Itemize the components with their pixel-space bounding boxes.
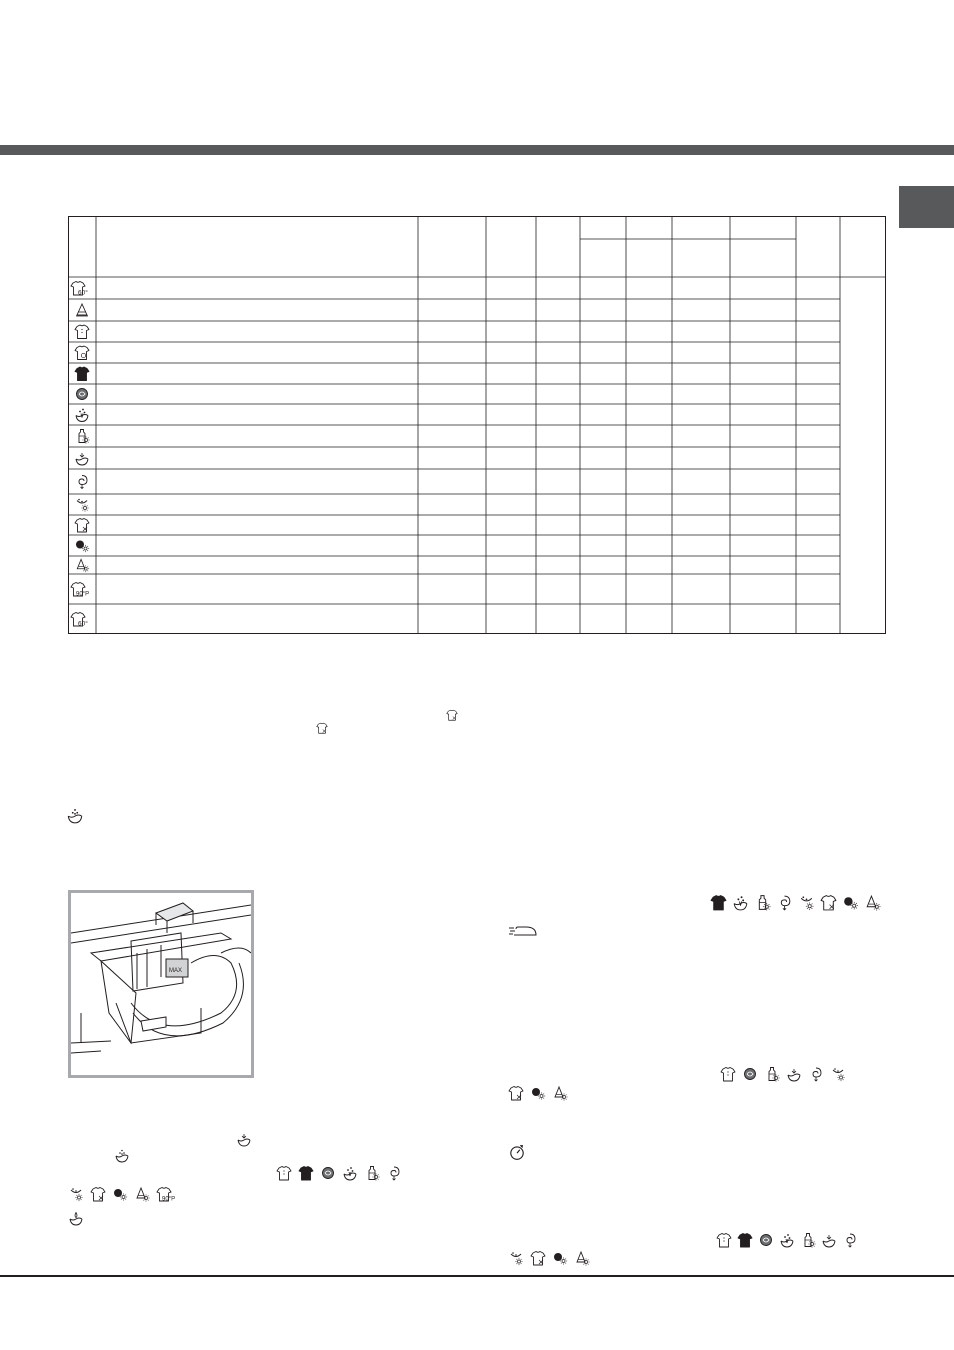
programme-table-grid	[68, 216, 886, 634]
prewash-bowl-icon	[66, 806, 84, 824]
anti-allergy-icon	[779, 1232, 795, 1248]
down-jacket-icon	[742, 1066, 758, 1082]
wool-icon	[76, 304, 88, 316]
dark-shirt-icon	[710, 894, 727, 911]
colour-icon	[552, 1250, 568, 1266]
delicate-icon	[77, 499, 89, 512]
dark-shirt-icon	[737, 1232, 753, 1248]
wool-mix-icon	[552, 1085, 568, 1101]
iron-icon	[508, 922, 540, 938]
anti-allergy-icon	[732, 894, 749, 911]
shirt-icon	[75, 325, 89, 339]
shirt-synthetic-small-icon	[446, 709, 458, 721]
prewash-bowl-icon	[114, 1147, 130, 1163]
spin-icon	[842, 1232, 858, 1248]
detergent-drawer-figure	[68, 890, 254, 1078]
spin-icon	[776, 894, 793, 911]
synthetic-icon	[530, 1250, 546, 1266]
wool-mix-icon	[574, 1250, 590, 1266]
shirt-icon	[276, 1165, 292, 1181]
top-header-bar	[0, 145, 954, 155]
anti-allergy-icon	[342, 1165, 358, 1181]
down-jacket-icon	[77, 389, 88, 400]
baby-bottle-icon	[754, 894, 771, 911]
svg-text:90°P: 90°P	[162, 1196, 176, 1202]
down-jacket-icon	[758, 1232, 774, 1248]
baby-bottle-icon	[79, 430, 90, 444]
timer-icon	[508, 1143, 526, 1161]
svg-text:60°: 60°	[78, 620, 88, 628]
colour-icon	[530, 1085, 546, 1101]
synthetic-icon	[90, 1186, 106, 1202]
baby-bottle-icon	[800, 1232, 816, 1248]
shirt-90p-icon	[156, 1186, 180, 1202]
colour-icon	[842, 894, 859, 911]
delicate-icon	[508, 1250, 524, 1266]
synthetic-icon	[820, 894, 837, 911]
spin-icon	[386, 1165, 402, 1181]
softener-bowl-icon	[68, 1210, 84, 1226]
language-tab	[899, 186, 954, 228]
dark-shirt-icon	[75, 367, 89, 381]
down-jacket-icon	[320, 1165, 336, 1181]
wool-mix-icon	[134, 1186, 150, 1202]
programme-table	[68, 216, 886, 634]
delicate-icon	[830, 1066, 846, 1082]
svg-text:60°: 60°	[78, 289, 88, 297]
rinse-bowl-icon	[821, 1232, 837, 1248]
rinse-icon	[76, 453, 88, 465]
spin-icon	[808, 1066, 824, 1082]
synthetic-icon	[75, 519, 89, 533]
drawer-max-label: MAX	[169, 968, 183, 974]
shirt-cotton-icon	[75, 346, 89, 360]
drawer-illustration	[71, 893, 251, 1075]
baby-bottle-icon	[764, 1066, 780, 1082]
anti-allergy-icon	[76, 409, 88, 422]
shirt-icon	[716, 1232, 732, 1248]
shirt-icon	[720, 1066, 736, 1082]
wool-mix-icon	[77, 559, 89, 572]
delicate-icon	[798, 894, 815, 911]
synthetic-icon	[508, 1085, 524, 1101]
colour-icon	[76, 541, 89, 553]
shirt-synthetic-small-icon	[316, 722, 328, 734]
shirt-90p-icon	[71, 583, 89, 598]
delicate-icon	[68, 1186, 84, 1202]
shirt-60-icon	[71, 282, 88, 297]
colour-icon	[112, 1186, 128, 1202]
dark-shirt-icon	[298, 1165, 314, 1181]
rinse-bowl-icon	[236, 1131, 252, 1147]
wool-mix-icon	[864, 894, 881, 911]
footer-rule	[0, 1275, 954, 1277]
svg-text:90°P: 90°P	[76, 591, 90, 598]
baby-bottle-icon	[364, 1165, 380, 1181]
shirt-60-eco-icon	[71, 613, 88, 628]
rinse-bowl-icon	[786, 1066, 802, 1082]
spin-icon	[79, 476, 87, 489]
